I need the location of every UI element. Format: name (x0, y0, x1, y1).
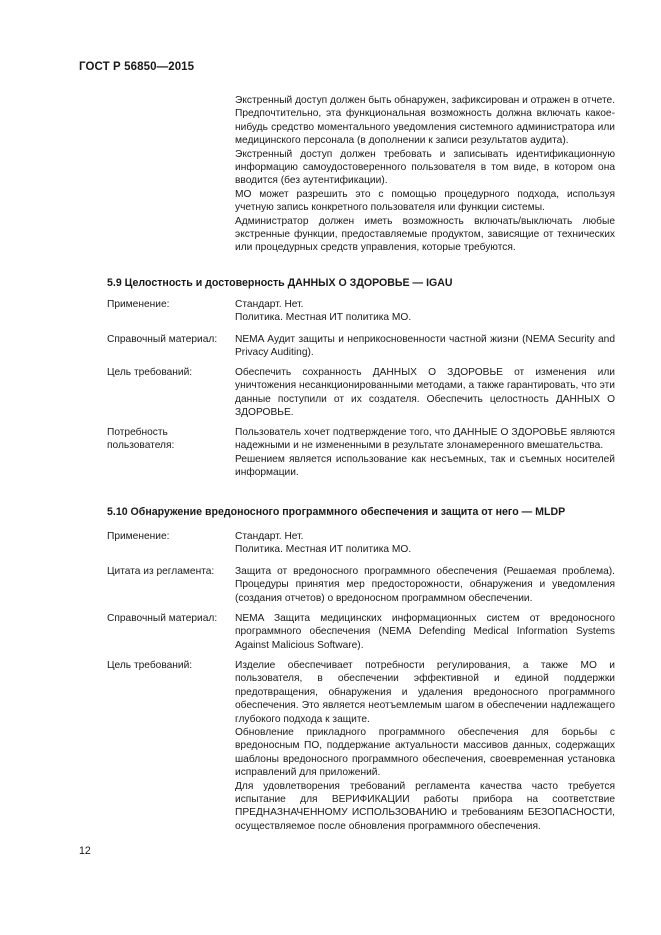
row-label: Цитата из регламента: (107, 566, 215, 577)
row-label: Справочный материал: (107, 334, 218, 345)
row-label: Потребность пользователя: (107, 427, 175, 452)
row-paragraph: NEMA Аудит защиты и неприкосновенности частной жизни (NEMA Security and Privacy Auditing). (235, 334, 615, 359)
intro-paragraph: Администратор должен иметь возможность включать/выключать любые экстренные функции, предоставляемые продуктом, зависящие от технических или процедурных средств управления, которые требуются. (235, 215, 615, 254)
row-value (235, 530, 615, 557)
row-value (235, 333, 615, 360)
row-paragraph: Обновление прикладного программного обеспечения для борьбы с вредоносным ПО, поддержание актуальности массивов данных, содержащих шаблоны вредоносного программного обеспечения, своевременная установка исправлений для приложений. (235, 727, 615, 779)
row-paragraph: Для удовлетворения требований регламента качества часто требуется испытание для ВЕРИФИКАЦИИ работы прибора на соответствие ПРЕДНАЗНАЧЕННОМУ ИСПОЛЬЗОВАНИЮ и требованиям БЕЗОПАСНОСТИ, осуществляемое после обновления программного обеспечения. (235, 780, 615, 832)
row-paragraph: Пользователь хочет подтверждение того, что ДАННЫЕ О ЗДОРОВЬЕ являются надежными и не измененными в результате злонамеренного вмешательства. (235, 427, 615, 452)
section-5-9-title: 5.9 Целостность и достоверность ДАННЫХ О ЗДОРОВЬЕ — IGAU (107, 277, 453, 289)
row-value (235, 298, 615, 325)
row-label: Цель требований: (107, 367, 193, 378)
row-label: Справочный материал: (107, 613, 218, 624)
row-label: Применение: (107, 299, 170, 310)
row-value (235, 565, 615, 605)
row-paragraph: Стандарт. Нет. (235, 531, 304, 542)
row-paragraph: Обеспечить сохранность ДАННЫХ О ЗДОРОВЬЕ от изменения или уничтожения несанкционированными методами, а также гарантировать, что эти данные поступили от их создателя. Обеспечить целостность ДАННЫХ О ЗДОРОВЬЕ. (235, 367, 615, 419)
intro-text-block (235, 94, 615, 255)
row-paragraph: Решением является использование как несъемных, так и съемных носителей информации. (235, 453, 615, 479)
row-paragraph: Защита от вредоносного программного обеспечения (Решаемая проблема). Процедуры принятия мер предосторожности, обнаружения и уведомления (создания отчетов) о вредоносном программном обеспечении. (235, 566, 615, 604)
row-label: Цель требований: (107, 660, 193, 671)
page-number: 12 (79, 845, 91, 857)
document-standard-header: ГОСТ Р 56850—2015 (79, 61, 195, 73)
row-label: Применение: (107, 531, 170, 542)
row-value (235, 612, 615, 652)
row-paragraph: NEMA Защита медицинских информационных систем от вредоносного программного обеспечения (NEMA Defending Medical Information Systems Against Malicious Software). (235, 613, 615, 651)
intro-paragraph: МО может разрешить это с помощью процедурного подхода, используя учетную запись конкретного пользователя или функции системы. (235, 188, 615, 214)
intro-paragraph: Экстренный доступ должен быть обнаружен, зафиксирован и отражен в отчете. Предпочтительно, эта функциональная возможность должна включать какое-нибудь средство моментального уведомления системного администратора или медицинского персонала (в дополнении к записи результатов аудита). (235, 95, 616, 147)
row-paragraph: Политика. Местная ИТ политика МО. (235, 312, 412, 324)
row-value (235, 659, 615, 833)
section-5-10-title: 5.10 Обнаружение вредоносного программного обеспечения и защита от него — MLDP (107, 506, 566, 518)
row-paragraph: Политика. Местная ИТ политика МО. (235, 544, 412, 556)
row-paragraph: Изделие обеспечивает потребности регулирования, а также МО и пользователя, в обеспечении эффективной и единой поддержки предотвращения, обнаружения и удаления вредоносного программного обеспечения. Это является неотъемлемым шагом в обеспечении надлежащего глубокого подхода к защите. (235, 660, 615, 725)
row-value (235, 366, 615, 420)
row-value (235, 426, 615, 480)
intro-paragraph: Экстренный доступ должен требовать и записывать идентификационную информацию самоудостоверенного пользователя в том виде, в котором она вводится (без аутентификации). (235, 148, 615, 187)
row-paragraph: Стандарт. Нет. (235, 299, 304, 310)
